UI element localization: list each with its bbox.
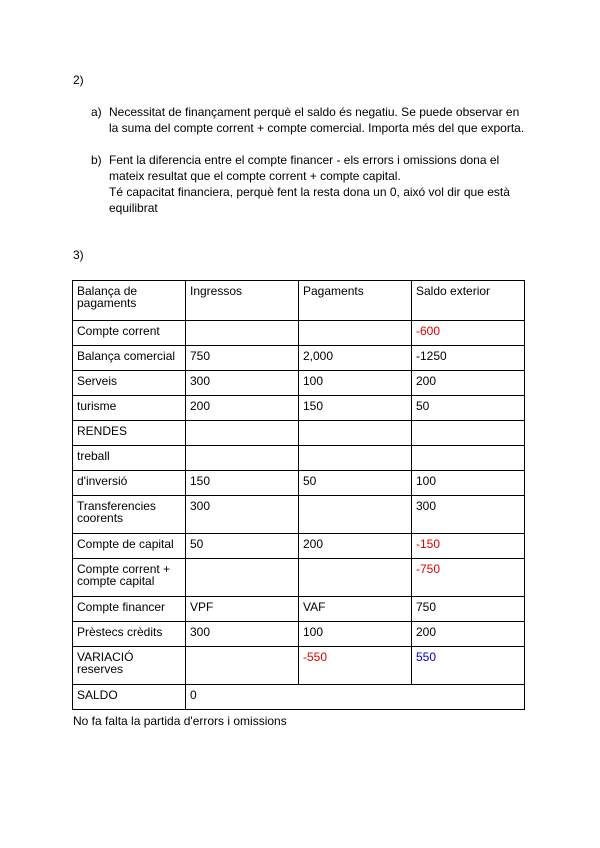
- balance-cell: 200: [412, 371, 525, 396]
- payments-cell: 150: [299, 396, 412, 421]
- row-label: Compte corrent + compte capital: [73, 559, 186, 597]
- income-cell: [186, 421, 299, 446]
- payments-cell: [299, 421, 412, 446]
- balance-cell: 300: [412, 496, 525, 534]
- payments-cell: 50: [299, 471, 412, 496]
- payments-cell: -550: [299, 647, 412, 685]
- row-label: Transferencies coorents: [73, 496, 186, 534]
- table-row: [73, 321, 525, 346]
- row-label: Compte de capital: [73, 534, 186, 559]
- income-cell: [186, 321, 299, 346]
- footnote: No fa falta la partida d'errors i omissions: [73, 714, 287, 728]
- row-label: VARIACIÓ reserves: [73, 647, 186, 685]
- answer-b-line: equilibrat: [109, 201, 158, 215]
- payments-cell: 100: [299, 622, 412, 647]
- income-cell: 300: [186, 371, 299, 396]
- row-label: Prèstecs crèdits: [73, 622, 186, 647]
- income-cell: 150: [186, 471, 299, 496]
- table-row: [73, 597, 525, 622]
- table-row: [73, 446, 525, 471]
- table-row: [73, 559, 525, 597]
- balance-cell: 550: [412, 647, 525, 685]
- income-cell: 200: [186, 396, 299, 421]
- income-cell: 750: [186, 346, 299, 371]
- income-cell: 300: [186, 496, 299, 534]
- saldo-label: SALDO: [73, 685, 186, 710]
- answer-b-letter: b): [91, 153, 102, 167]
- table-row: [73, 471, 525, 496]
- table-row: [73, 396, 525, 421]
- answer-b-text: [109, 152, 527, 216]
- payments-cell: [299, 559, 412, 597]
- income-cell: [186, 446, 299, 471]
- payments-cell: 100: [299, 371, 412, 396]
- saldo-value: 0: [186, 685, 525, 710]
- answer-a-line: Necessitat de finançament perquè el saldo és negatiu. Se puede observar en: [109, 105, 520, 119]
- payments-cell: 200: [299, 534, 412, 559]
- table-row: [73, 346, 525, 371]
- balance-cell: -1250: [412, 346, 525, 371]
- balance-cell: 100: [412, 471, 525, 496]
- question-3-number: 3): [73, 248, 84, 262]
- balance-cell: -750: [412, 559, 525, 597]
- row-label: RENDES: [73, 421, 186, 446]
- table-row: [73, 534, 525, 559]
- answer-b-line: Té capacitat financiera, perquè fent la resta dona un 0, aixó vol dir que està: [109, 185, 510, 199]
- table-header-row: [73, 281, 525, 321]
- row-label: Balança comercial: [73, 346, 186, 371]
- header-cell: Pagaments: [299, 281, 412, 321]
- income-cell: VPF: [186, 597, 299, 622]
- income-cell: 300: [186, 622, 299, 647]
- payments-cell: [299, 496, 412, 534]
- balance-cell: -150: [412, 534, 525, 559]
- answer-a-text: [109, 104, 527, 136]
- balance-of-payments-table: [72, 280, 525, 710]
- balance-cell: -600: [412, 321, 525, 346]
- row-label: Compte corrent: [73, 321, 186, 346]
- answer-b-line: Fent la diferencia entre el compte financer - els errors i omissions dona el: [109, 153, 500, 167]
- header-cell: Ingressos: [186, 281, 299, 321]
- header-cell: Balança de pagaments: [73, 281, 186, 321]
- income-cell: [186, 559, 299, 597]
- table-row: [73, 371, 525, 396]
- balance-cell: 750: [412, 597, 525, 622]
- balance-cell: 200: [412, 622, 525, 647]
- row-label: treball: [73, 446, 186, 471]
- income-cell: [186, 647, 299, 685]
- answer-b-line: mateix resultat que el compte corrent + compte capital.: [109, 169, 401, 183]
- payments-cell: [299, 321, 412, 346]
- row-label: turisme: [73, 396, 186, 421]
- balance-cell: [412, 446, 525, 471]
- row-label: Compte financer: [73, 597, 186, 622]
- saldo-row: [73, 685, 525, 710]
- table-row: [73, 421, 525, 446]
- answer-a-letter: a): [91, 105, 102, 119]
- row-label: Serveis: [73, 371, 186, 396]
- balance-cell: 50: [412, 396, 525, 421]
- question-2-number: 2): [73, 73, 84, 87]
- table-row: [73, 622, 525, 647]
- header-cell: Saldo exterior: [412, 281, 525, 321]
- table-row: [73, 496, 525, 534]
- income-cell: 50: [186, 534, 299, 559]
- payments-cell: [299, 446, 412, 471]
- answer-a-line: la suma del compte corrent + compte comercial. Importa més del que exporta.: [109, 121, 525, 135]
- payments-cell: VAF: [299, 597, 412, 622]
- row-label: d'inversió: [73, 471, 186, 496]
- payments-cell: 2,000: [299, 346, 412, 371]
- balance-cell: [412, 421, 525, 446]
- table-row: [73, 647, 525, 685]
